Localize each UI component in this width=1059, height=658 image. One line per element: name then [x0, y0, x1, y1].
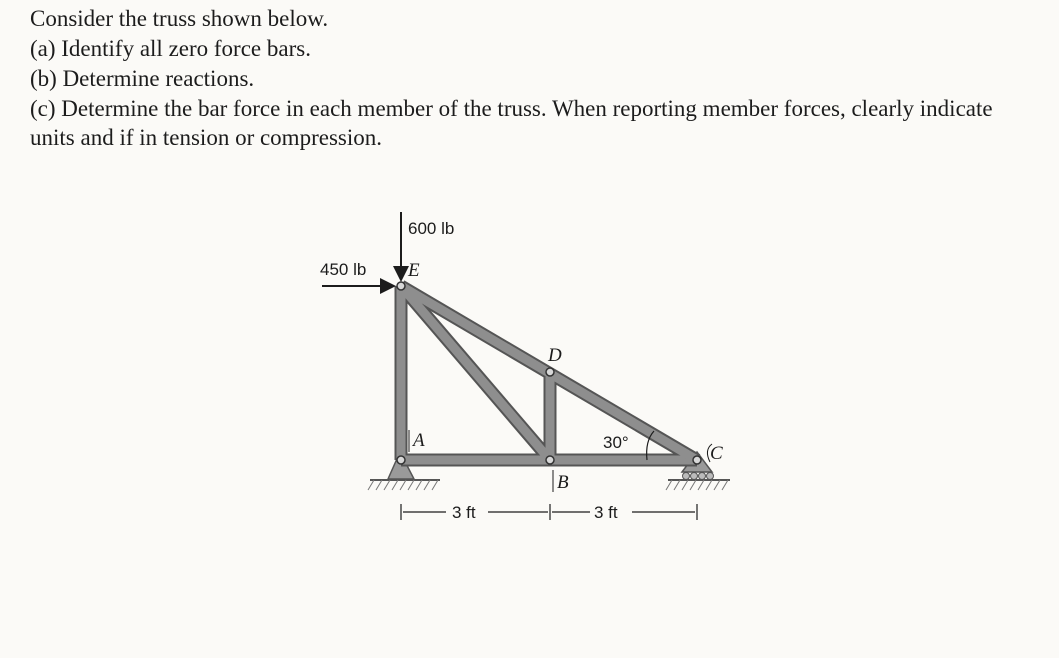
joint-d: [546, 368, 554, 376]
joint-a: [397, 456, 405, 464]
ground-left: [368, 480, 440, 490]
joint-b: [546, 456, 554, 464]
dimension-line: [401, 504, 697, 520]
part-c: (c) Determine the bar force in each member of the truss. When reporting member forces, clearly indicate units and if in tension or compression.: [30, 96, 993, 150]
joint-label-c: C: [710, 443, 723, 464]
joint-e: [397, 282, 405, 290]
dimension-label-right: 3 ft: [594, 503, 618, 522]
problem-intro: Consider the truss shown below.: [30, 6, 329, 31]
ground-right: [666, 480, 730, 490]
joint-label-d: D: [548, 345, 562, 366]
joint-label-b: B: [557, 472, 569, 493]
joint-c: [693, 456, 701, 464]
load-label-horizontal: 450 lb: [320, 260, 367, 279]
part-b: (b) Determine reactions.: [30, 66, 255, 91]
angle-label: 30°: [603, 433, 629, 452]
joint-label-a: A: [413, 430, 425, 451]
load-label-vertical: 600 lb: [408, 219, 455, 238]
part-a: (a) Identify all zero force bars.: [30, 36, 311, 61]
dimension-label-left: 3 ft: [452, 503, 476, 522]
joint-label-e: E: [408, 260, 420, 281]
